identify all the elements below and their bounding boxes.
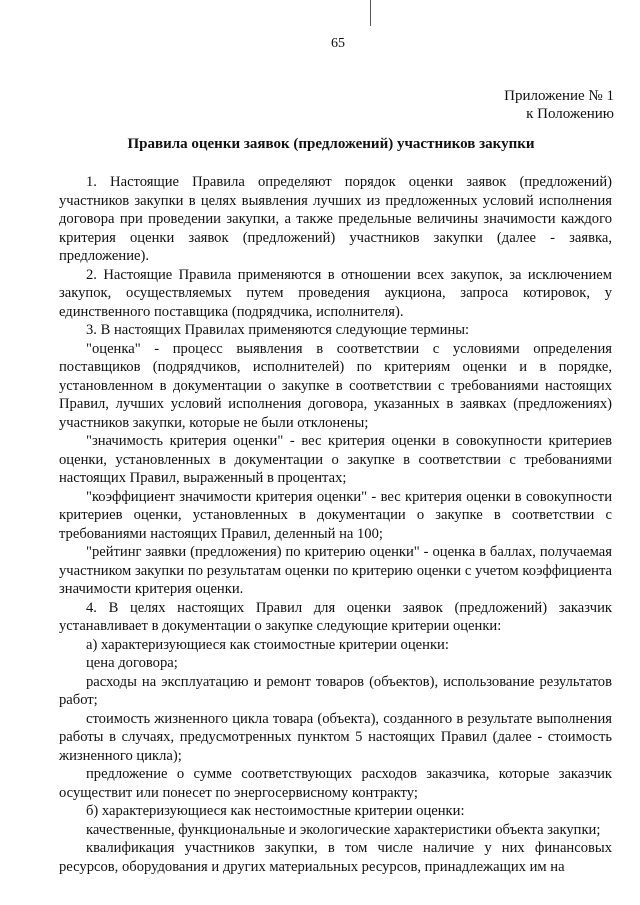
paragraph: "рейтинг заявки (предложения) по критерию оценки" - оценка в баллах, получаемая участником закупки по результатам оценки по критерию оценки с учетом коэффициента значимости критерия оценки. [59, 544, 612, 597]
document-title: Правила оценки заявок (предложений) участников закупки [127, 136, 535, 152]
paragraph: расходы на эксплуатацию и ремонт товаров (объектов), использование результатов работ; [59, 673, 612, 708]
page-number: 65 [331, 36, 345, 51]
paragraph: "оценка" - процесс выявления в соответствии с условиями определения поставщиков (подрядчиков, исполнителей) по критериям оценки и в порядке, установленном в документации о закупке в соответствии с требованиями настоящих Правил, лучших условий исполнения договора, указанных в заявках (предложениях) участников закупки, которые не были отклонены; [59, 340, 612, 431]
paragraph: стоимость жизненного цикла товара (объекта), созданного в результате выполнения работы в случаях, предусмотренных пунктом 5 настоящих Правил (далее - стоимость жизненного цикла); [59, 710, 612, 764]
paragraph: качественные, функциональные и экологические характеристики объекта закупки; [86, 821, 601, 838]
paragraph: 3. В настоящих Правилах применяются следующие термины: [86, 322, 470, 338]
scan-artifact-line [370, 0, 371, 26]
appendix-number: Приложение № 1 [504, 88, 614, 104]
paragraph: 4. В целях настоящих Правил для оценки заявок (предложений) заказчик устанавливает в документации о закупке следующие критерии оценки: [59, 599, 612, 634]
paragraph: квалификация участников закупки, в том числе наличие у них финансовых ресурсов, оборудования и других материальных ресурсов, принадлежащих им на [59, 840, 612, 875]
paragraph: "значимость критерия оценки" - вес критерия оценки в совокупности критериев оценки, установленных в документации о закупке в соответствии с требованиями настоящих Правил, выраженный в процентах; [59, 433, 612, 486]
paragraph: а) характеризующиеся как стоимостные критерии оценки: [86, 636, 449, 653]
paragraph: цена договора; [86, 655, 178, 671]
paragraph: 1. Настоящие Правила определяют порядок оценки заявок (предложений) участников закупки в целях выявления лучших из предложенных условий исполнения договора при проведении закупки, а также предельные величины значимости каждого критерия оценки заявок (предложений) участников закупки (далее - заявка, предложение). [59, 174, 612, 264]
appendix-reference: к Положению [526, 105, 614, 122]
paragraph: 2. Настоящие Правила применяются в отношении всех закупок, за исключением закупок, осуществляемых путем проведения аукциона, запроса котировок, у единственного поставщика (подрядчика, исполнителя). [59, 266, 612, 320]
paragraph: предложение о сумме соответствующих расходов заказчика, которые заказчик осуществит или понесет по энергосервисному контракту; [59, 766, 612, 801]
appendix-note [504, 88, 614, 123]
document-body [59, 173, 612, 876]
paragraph: б) характеризующиеся как нестоимостные критерии оценки: [86, 803, 465, 819]
paragraph: "коэффициент значимости критерия оценки" - вес критерия оценки в совокупности критериев оценки, установленных в документации о закупке в соответствии с требованиями настоящих Правил, деленный на 100; [59, 488, 612, 542]
